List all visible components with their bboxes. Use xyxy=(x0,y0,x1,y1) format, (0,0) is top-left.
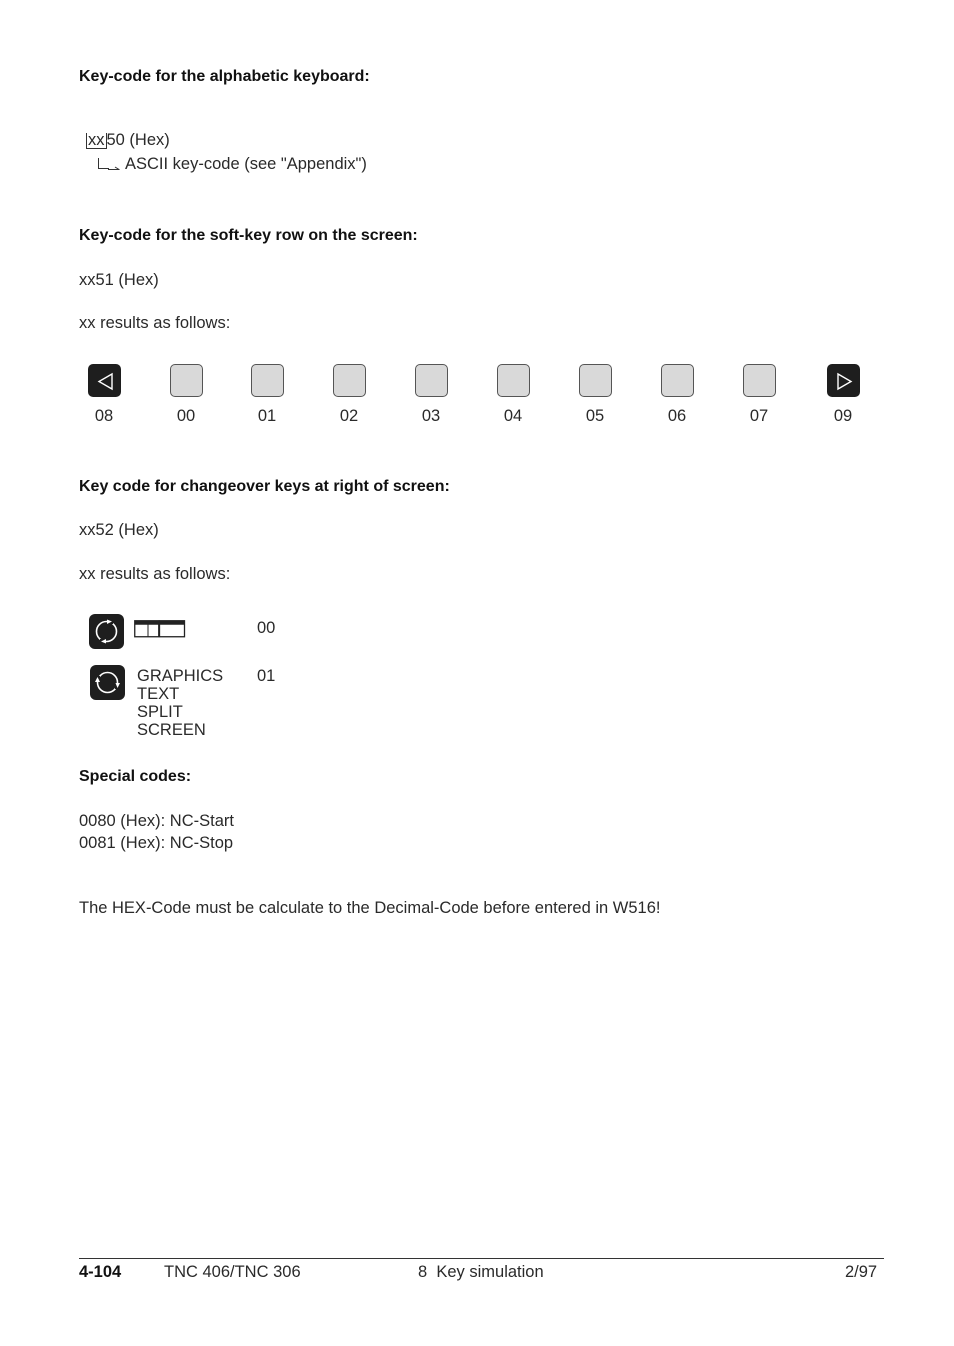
softkey-label: 04 xyxy=(503,407,523,425)
heading-changeover-keys: Key code for changeover keys at right of screen: xyxy=(79,478,450,495)
footer-date: 2/97 xyxy=(845,1263,878,1281)
screen-layout-icon xyxy=(134,620,186,638)
mode-label-graphics: GRAPHICS xyxy=(137,667,224,685)
softkey-blank-1 xyxy=(170,364,203,397)
cycle-arrows-icon xyxy=(89,614,124,649)
softkey-results-text: xx results as follows: xyxy=(79,314,231,332)
footer-model: TNC 406/TNC 306 xyxy=(164,1263,301,1281)
footer-chapter: 8 Key simulation xyxy=(418,1263,544,1281)
softkey-label: 09 xyxy=(833,407,853,425)
softkey-triangle-left xyxy=(88,364,121,397)
footer-rule xyxy=(79,1258,884,1259)
alpha-key-code xyxy=(86,131,170,150)
triangle-left-icon xyxy=(89,365,122,398)
softkey-blank-7 xyxy=(661,364,694,397)
softkey-blank-8 xyxy=(743,364,776,397)
changeover-value-00: 00 xyxy=(257,619,276,637)
changeover-code: xx52 (Hex) xyxy=(79,521,159,539)
softkey-label: 06 xyxy=(667,407,687,425)
cycle-arrows-icon xyxy=(90,665,125,700)
softkey-label: 05 xyxy=(585,407,605,425)
changeover-key-graphics-text xyxy=(90,665,125,700)
softkey-code: xx51 (Hex) xyxy=(79,271,159,289)
mode-label-split: SPLIT xyxy=(137,703,183,721)
xx-placeholder-box: xx xyxy=(88,131,105,149)
arrow-right-icon xyxy=(108,164,120,170)
changeover-mode-labels xyxy=(137,667,223,739)
heading-softkey-row: Key-code for the soft-key row on the screen: xyxy=(79,227,418,244)
softkey-label: 08 xyxy=(94,407,114,425)
softkey-label: 07 xyxy=(749,407,769,425)
softkey-triangle-right xyxy=(827,364,860,397)
heading-alphabetic-keyboard: Key-code for the alphabetic keyboard: xyxy=(79,68,370,85)
softkey-label: 02 xyxy=(339,407,359,425)
softkey-label: 01 xyxy=(257,407,277,425)
special-code-nc-stop: 0081 (Hex): NC-Stop xyxy=(79,834,234,852)
changeover-results-text: xx results as follows: xyxy=(79,565,231,583)
changeover-value-01: 01 xyxy=(257,667,276,685)
softkey-label: 03 xyxy=(421,407,441,425)
mode-label-screen: SCREEN xyxy=(137,721,206,739)
softkey-label: 00 xyxy=(176,407,196,425)
mode-label-text: TEXT xyxy=(137,685,180,703)
alpha-code-suffix: 50 (Hex) xyxy=(106,131,170,149)
special-code-nc-start: 0080 (Hex): NC-Start xyxy=(79,812,234,830)
softkey-blank-5 xyxy=(497,364,530,397)
triangle-right-icon xyxy=(828,365,861,398)
ascii-note: ASCII key-code (see "Appendix") xyxy=(125,155,367,173)
softkey-blank-4 xyxy=(415,364,448,397)
hex-conversion-note: The HEX-Code must be calculate to the Decimal-Code before entered in W516! xyxy=(79,899,661,917)
softkey-blank-3 xyxy=(333,364,366,397)
softkey-blank-6 xyxy=(579,364,612,397)
footer-page-number: 4-104 xyxy=(79,1263,122,1281)
heading-special-codes: Special codes: xyxy=(79,768,192,785)
changeover-key-screen-layout xyxy=(89,614,124,649)
softkey-blank-2 xyxy=(251,364,284,397)
